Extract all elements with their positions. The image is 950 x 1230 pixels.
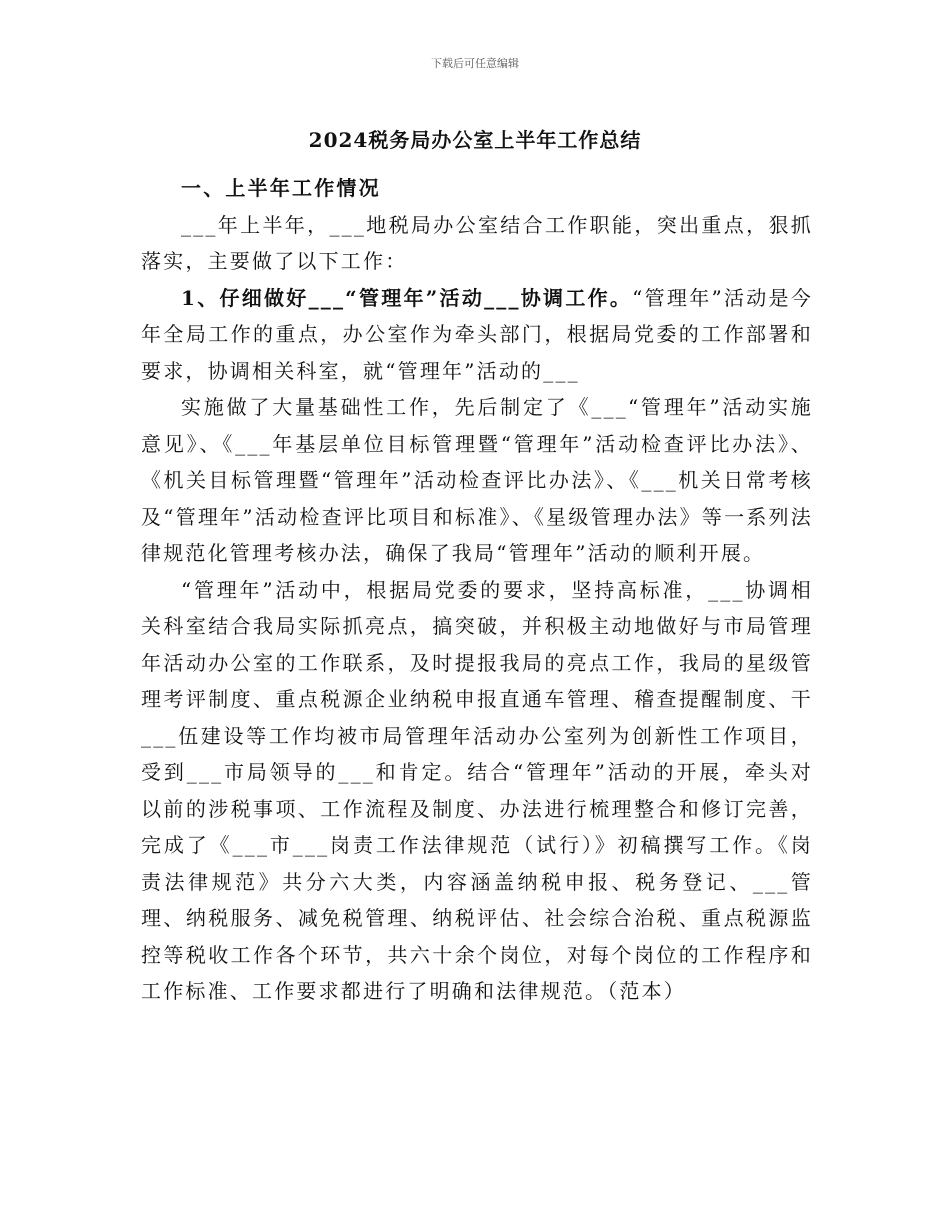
paragraph-1: ___年上半年，___地税局办公室结合工作职能，突出重点，狠抓落实，主要做了以下工作： — [141, 212, 813, 273]
document-body — [141, 170, 813, 1010]
paragraph-3: 实施做了大量基础性工作，先后制定了《___“管理年”活动实施意见》、《___年基层单位目标管理暨“管理年”活动检查评比办法》、《机关目标管理暨“管理年”活动检查评比办法》、《___机关日常考核及“管理年”活动检查评比项目和标准》、《星级管理办法》等一系列法律规范化管理考核办法，确保了我局“管理年”活动的顺利开展。 — [141, 395, 813, 565]
document-title: 2024税务局办公室上半年工作总结 — [308, 128, 642, 152]
header-note: 下载后可任意编辑 — [431, 57, 519, 70]
paragraph-2-lead: 1、仔细做好___“管理年”活动___协调工作。 — [181, 285, 633, 310]
paragraph-2-text: “管理年”活动是今年全局工作的重点，办公室作为牵头部门，根据局党委的工作部署和要求，协调相关科室，就“管理年”活动的___ — [141, 285, 814, 383]
section-heading — [141, 170, 813, 207]
paragraph-2 — [141, 280, 813, 390]
section-heading-text: 一、上半年工作情况 — [181, 176, 381, 200]
paragraph-4: “管理年”活动中，根据局党委的要求，坚持高标准，___协调相关科室结合我局实际抓亮点，搞突破，并积极主动地做好与市局管理年活动办公室的工作联系，及时提报我局的亮点工作，我局的星级管理考评制度、重点税源企业纳税申报直通车管理、稽查提醒制度、干___伍建设等工作均被市局管理年活动办公室列为创新性工作项目，受到___市局领导的___和肯定。结合“管理年”活动的开展，牵头对以前的涉税事项、工作流程及制度、办法进行梳理整合和修订完善，完成了《___市___岗责工作法律规范（试行）》初稿撰写工作。《岗责法律规范》共分六大类，内容涵盖纳税申报、税务登记、___管理、纳税服务、减免税管理、纳税评估、社会综合治税、重点税源监控等税收工作各个环节，共六十余个岗位，对每个岗位的工作程序和工作标准、工作要求都进行了明确和法律规范。（范本） — [141, 577, 813, 1003]
